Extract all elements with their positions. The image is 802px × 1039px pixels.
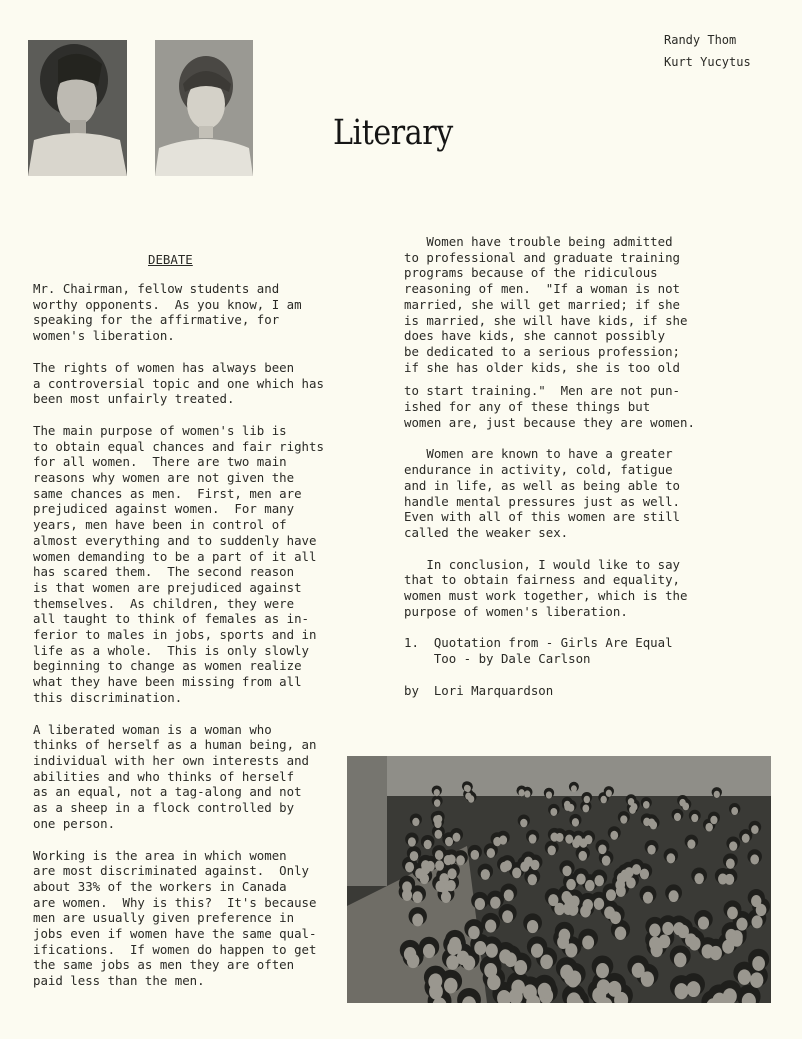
left-column [33, 281, 324, 1005]
author-name: Randy Thom [664, 33, 737, 47]
paragraph: In conclusion, I would like to say that to obtain fairness and equality, women must work together, which is the purpose of women's liberation. [404, 556, 688, 619]
paragraph: Working is the area in which women are most discriminated against. Only about 33% of the workers in Canada are women. Why is this? It's because men are usually given preference in jobs even if women have the same qual- ifications. If women do happen to get the same jobs as men they are often paid less than the men. [33, 847, 317, 989]
portrait-photo-1 [28, 40, 127, 176]
crowd-photo [347, 756, 771, 1003]
debate-heading: DEBATE [148, 252, 193, 267]
portrait-photo-2 [155, 40, 253, 176]
author-name: Kurt Yucytus [664, 55, 751, 69]
author-names [664, 29, 751, 73]
paragraph: to start training." Men are not pun- ished for any of these things but women are, just because they are women. [404, 383, 695, 430]
byline: by Lori Marquardson [404, 682, 554, 698]
page-title: Literary [333, 113, 453, 153]
paragraph: The main purpose of women's lib is to obtain equal chances and fair rights for all women. There are two main reasons why women are not given the same chances as men. First, men are prejudiced against women. For many years, men have been in control of almost everything and to suddenly have women demanding to be a part of it all has scared them. The second reason is that women are prejudiced against themselves. As children, they were all taught to think of females as in- ferior to males in jobs, sports and in life as a whole. This is only slowly beginning to change as women realize what they have been missing from all this discrimination. [33, 422, 324, 705]
paragraph: A liberated woman is a woman who thinks of herself as a human being, an individual with her own interests and abilities and who thinks of herself as an equal, not a tag-along and not as a sheep in a flock controlled by one person. [33, 721, 317, 831]
paragraph: The rights of women has always been a controversial topic and one which has been most unfairly treated. [33, 359, 324, 407]
paragraph: Women are known to have a greater endurance in activity, cold, fatigue and in life, as well as being able to handle mental pressures just as well. Even with all of this women are still called the weaker sex. [404, 446, 681, 540]
right-column [404, 234, 695, 715]
paragraph: Mr. Chairman, fellow students and worthy opponents. As you know, I am speaking for the affirmative, for women's liberation. [33, 281, 302, 344]
footnote: 1. Quotation from - Girls Are Equal Too - by Dale Carlson [404, 635, 673, 667]
paragraph: Women have trouble being admitted to professional and graduate training programs because of the ridiculous reasoning of men. "If a woman is not married, she will get married; if she is married, she will have kids, if she does have kids, she cannot possibly be dedicated to a serious profession; if she has older kids, she is too old [404, 234, 688, 375]
